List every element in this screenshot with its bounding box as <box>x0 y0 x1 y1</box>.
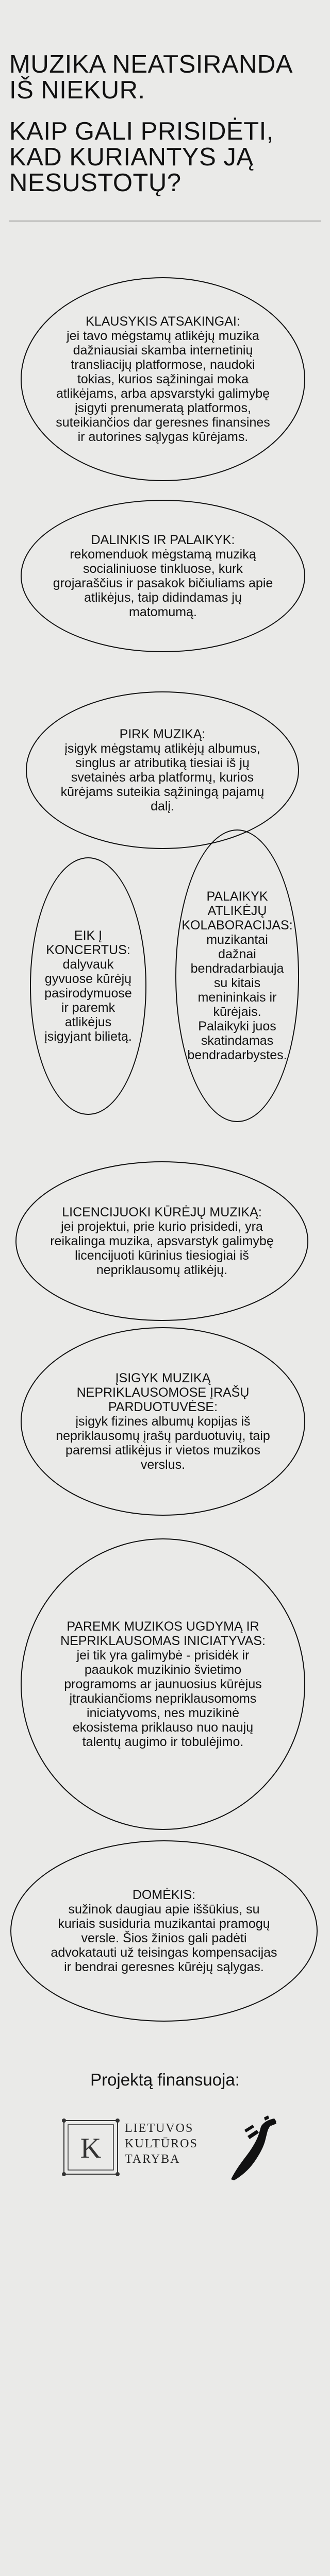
tip-title: ĮSIGYK MUZIKĄ NEPRIKLAUSOMOSE ĮRAŠŲ PARDUOTUVĖSE: <box>76 1371 250 1414</box>
tip-card-share-support <box>21 500 305 652</box>
tip-body: muzikantai dažnai bendradarbiauja su kitais menininkais ir kūrėjais. Palaikyki juos skatindamas bendradarbystes. <box>187 933 287 1062</box>
tip-card-listen-responsibly <box>21 277 305 481</box>
tip-body: jei tik yra galimybė - prisidėk ir paaukok muzikinio švietimo programoms ar jaunuosius kūrėjus įtraukiančioms nepriklausomoms iniciatyvoms, nes muzikinė ekosistema priklauso nuo naujų talentų augimo ir tobulėjimo. <box>64 1648 262 1749</box>
divider <box>9 221 321 222</box>
page-subtitle: KAIP GALI PRISIDĖTI, KAD KURIANTYS JĄ NESUSTOTŲ? <box>9 117 274 197</box>
tip-title: PAREMK MUZIKOS UGDYMĄ IR NEPRIKLAUSOMAS INICIATYVAS: <box>60 1619 266 1648</box>
lkt-logo-text <box>125 2121 198 2167</box>
logo-letter: K <box>80 2132 102 2164</box>
tip-body: įsigyk mėgstamų atlikėjų albumus, singlus ar atributiką tiesiai iš jų svetainės arba platformų, kurios kūrėjams suteikia sąžiningą pajamų dalį. <box>60 741 265 814</box>
page-title: MUZIKA NEATSIRANDA IŠ NIEKUR. <box>9 50 292 104</box>
logo-line: LIETUVOS <box>125 2122 194 2135</box>
tip-title: KLAUSYKIS ATSAKINGAI: <box>86 314 240 329</box>
tip-card-license-music <box>15 1161 308 1321</box>
tip-title: EIK Į KONCERTUS: <box>46 928 130 957</box>
funding-label: Projektą finansuoja: <box>90 2070 240 2089</box>
logo-line: TARYBA <box>125 2153 180 2166</box>
tip-card-go-to-concerts <box>30 857 146 1115</box>
sponsor-mark-icon <box>227 2115 278 2180</box>
tip-card-support-education <box>21 1538 305 1830</box>
lkt-logo-icon <box>62 2119 120 2176</box>
tip-body: rekomenduok mėgstamą muziką socialiniuose tinkluose, kurk grojaraščius ir pasakok bičiuliams apie atlikėjus, taip didindamas jų matomumą. <box>53 547 273 619</box>
tip-title: LICENCIJUOKI KŪRĖJŲ MUZIKĄ: <box>62 1205 262 1219</box>
logo-line: KULTŪROS <box>125 2137 198 2150</box>
tip-title: PALAIKYK ATLIKĖJŲ KOLABORACIJAS: <box>182 889 293 933</box>
tip-title: DOMĖKIS: <box>132 1888 196 1902</box>
tip-card-learn-more <box>10 1840 318 2022</box>
tip-card-buy-music <box>26 691 299 849</box>
tip-card-support-collaborations <box>175 829 299 1122</box>
tip-title: PIRK MUZIKĄ: <box>119 727 206 741</box>
tip-body: jei tavo mėgstamų atlikėjų muzika dažniausiai skamba internetinių transliacijų platformose, naudoki tokias, kurios sąžiningai moka atlikėjams, arba apsvarstyki galimybę įsigyti prenumeratą platformos, suteikiančios dar geresnes finansines ir autorines sąlygas kūrėjams. <box>56 329 270 444</box>
tip-body: sužinok daugiau apie iššūkius, su kuriais susiduria muzikantai pramogų versle. Šios žinios gali padėti advokatauti už teisingas kompensacijas ir bendrai geresnes kūrėjų sąlygas. <box>51 1902 277 1974</box>
tip-body: dalyvauk gyvuose kūrėjų pasirodymuose ir paremk atlikėjus įsigyjant bilietą. <box>44 957 132 1044</box>
tip-title: DALINKIS IR PALAIKYK: <box>91 533 235 547</box>
tip-body: jei projektui, prie kurio prisidedi, yra reikalinga muzika, apsvarstyk galimybę licencijuoti kūrinius tiesiogiai iš nepriklausomų atlikėjų. <box>50 1219 274 1277</box>
tip-body: įsigyk fizines albumų kopijas iš nepriklausomų įrašų parduotuvių, taip paremsi atlikėjus ir vietos muzikos verslus. <box>56 1414 270 1472</box>
tip-card-independent-record-stores <box>21 1327 305 1516</box>
